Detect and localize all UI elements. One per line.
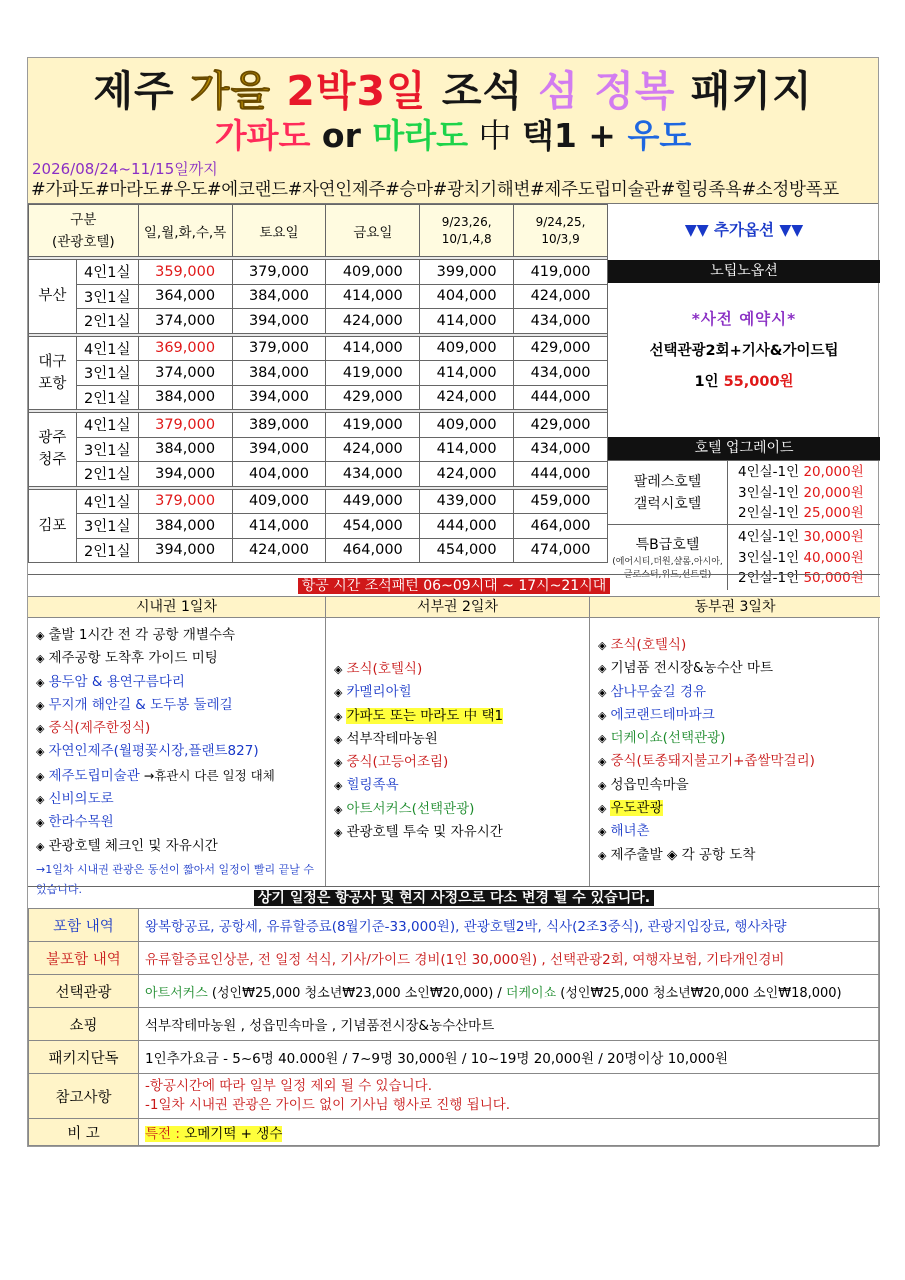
table-row	[29, 336, 608, 361]
price-cell: 394,000	[232, 309, 326, 334]
table-row	[29, 309, 608, 334]
list-item: ◈ 한라수목원	[36, 814, 114, 831]
table-row	[29, 361, 608, 386]
excluded-value: 유류할증료인상분, 전 일정 석식, 기사/가이드 경비(1인 30,000원) , 선택관광2회, 여행자보험, 기타개인경비	[139, 942, 880, 975]
price-cell: 419,000	[514, 260, 608, 285]
list-item: ◈ 중식(고등어조림)	[334, 754, 449, 771]
list-item: ◈ 중식(제주한정식)	[36, 720, 151, 737]
price-cell: 384,000	[232, 284, 326, 309]
table-row	[29, 975, 880, 1008]
table-row	[29, 385, 608, 410]
table-row	[29, 1041, 880, 1074]
day2-header: 서부권 2일차	[326, 597, 590, 617]
rate-line: 3인실-1인 20,000원	[738, 484, 864, 501]
pax-cell: 4인1실	[76, 336, 138, 361]
price-cell: 374,000	[138, 361, 232, 386]
table-row	[29, 514, 608, 539]
price-cell: 419,000	[326, 361, 420, 386]
day2-list	[326, 618, 590, 886]
rate-line: 3인실-1인 40,000원	[738, 549, 864, 566]
hotel-names: 특B급호텔 (에어시티,더원,샬롬,아시아, 글로스터,위드,선트럴)	[608, 525, 728, 590]
price-cell: 424,000	[326, 437, 420, 462]
region-gimpo: 김포	[29, 489, 77, 563]
list-item: ◈ 해녀촌	[598, 823, 650, 840]
price-cell: 414,000	[420, 309, 514, 334]
col-special2: 9/24,25, 10/3,9	[514, 205, 608, 257]
shopping-label: 쇼핑	[29, 1008, 139, 1041]
col-saturday: 토요일	[232, 205, 326, 257]
table-row	[29, 1008, 880, 1041]
price-cell: 404,000	[232, 462, 326, 487]
price-cell: 454,000	[420, 538, 514, 563]
pax-cell: 2인1실	[76, 538, 138, 563]
price-cell: 384,000	[232, 361, 326, 386]
group-value: 1인추가요금 - 5~6명 40.000원 / 7~9명 30,000원 / 10~19명 20,000원 / 20명이상 10,000원	[139, 1041, 880, 1074]
package-flyer	[27, 57, 879, 1147]
price-cell: 379,000	[138, 413, 232, 438]
price-cell: 399,000	[420, 260, 514, 285]
list-item: ◈ 에코랜드테마파크	[598, 706, 715, 723]
region-busan: 부산	[29, 260, 77, 334]
notes-value: -항공시간에 따라 일부 일정 제외 될 수 있습니다. -1일차 시내권 관광은 가이드 없이 기사님 행사로 진행 됩니다.	[139, 1074, 880, 1119]
list-item: ◈ 삼나무숲길 경유	[598, 683, 707, 700]
hotel-upgrade-1	[608, 460, 880, 524]
price-cell: 424,000	[514, 284, 608, 309]
rate-line: 4인실-1인 20,000원	[738, 464, 864, 480]
pax-cell: 3인1실	[76, 284, 138, 309]
table-row	[29, 284, 608, 309]
price-cell: 394,000	[138, 462, 232, 487]
day3-list	[590, 618, 880, 886]
list-item: ◈ 신비의도로	[36, 791, 114, 808]
list-item: ◈ 기념품 전시장&농수산 마트	[598, 660, 774, 677]
price-table	[28, 204, 608, 563]
price-cell: 429,000	[326, 385, 420, 410]
price-cell: 379,000	[232, 336, 326, 361]
list-item: ◈ 가파도 또는 마라도 中 택1	[334, 707, 504, 724]
list-item: ◈ 중식(토종돼지불고기+좁쌀막걸리)	[598, 753, 815, 770]
price-cell: 414,000	[232, 514, 326, 539]
remarks-label: 비 고	[29, 1119, 139, 1146]
rate-line: 2인실-1인 25,000원	[738, 505, 864, 521]
price-cell: 424,000	[326, 309, 420, 334]
price-cell: 384,000	[138, 514, 232, 539]
price-cell: 384,000	[138, 385, 232, 410]
table-row	[29, 1119, 880, 1146]
price-cell: 409,000	[420, 413, 514, 438]
list-item: ◈ 조식(호텔식)	[598, 637, 687, 653]
excluded-label: 불포함 내역	[29, 942, 139, 975]
included-label: 포함 내역	[29, 909, 139, 942]
price-cell: 374,000	[138, 309, 232, 334]
price-cell: 404,000	[420, 284, 514, 309]
notip-reserve: *사전 예약시*	[691, 310, 797, 328]
main-title: 제주 가을 2박3일 조석 섬 정복 패키지	[93, 67, 813, 115]
list-item: ◈ 더케이쇼(선택관광)	[598, 730, 726, 747]
hotel-rates	[728, 461, 880, 524]
price-cell: 439,000	[420, 489, 514, 514]
col-friday: 금요일	[326, 205, 420, 257]
col-region: 구분 (관광호텔)	[29, 205, 139, 257]
day1-note: →1일차 시내권 관광은 동선이 짧아서 일정이 빨리 끝날 수 있습니다.	[36, 862, 314, 896]
table-row	[29, 1074, 880, 1119]
flyer-header	[28, 58, 878, 204]
notes-label: 참고사항	[29, 1074, 139, 1119]
price-cell: 434,000	[514, 361, 608, 386]
price-cell: 369,000	[138, 336, 232, 361]
price-cell: 414,000	[420, 437, 514, 462]
optional-value: 아트서커스 (성인₩25,000 청소년₩23,000 소인₩20,000) / 더케이쇼 (성인₩25,000 청소년₩20,000 소인₩18,000)	[139, 975, 880, 1008]
list-item: ◈ 성읍민속마을	[598, 776, 689, 793]
info-table	[28, 908, 880, 1146]
remarks-value: 특전 : 오메기떡 + 생수	[139, 1119, 880, 1146]
list-item: ◈ 관광호텔 투숙 및 자유시간	[334, 824, 503, 841]
price-cell: 434,000	[326, 462, 420, 487]
hotel-names: 팔레스호텔 갤럭시호텔	[608, 461, 728, 524]
price-cell: 359,000	[138, 260, 232, 285]
price-cell: 394,000	[138, 538, 232, 563]
pax-cell: 4인1실	[76, 413, 138, 438]
pax-cell: 4인1실	[76, 260, 138, 285]
list-item: ◈ 무지개 해안길 & 도두봉 둘레길	[36, 696, 233, 713]
list-item: ◈ 제주도립미술관 →휴관시 다른 일정 대체	[36, 767, 275, 784]
table-row	[29, 942, 880, 975]
price-cell: 444,000	[514, 385, 608, 410]
optional-label: 선택관광	[29, 975, 139, 1008]
price-cell: 419,000	[326, 413, 420, 438]
table-row	[29, 489, 608, 514]
price-cell: 414,000	[326, 336, 420, 361]
pax-cell: 2인1실	[76, 385, 138, 410]
price-cell: 424,000	[420, 385, 514, 410]
flight-time-bar: 항공 시간 조석패턴 06~09시대 ~ 17시~21시대	[28, 574, 880, 596]
list-item: ◈ 제주출발 ◈ 각 공항 도착	[598, 846, 756, 863]
pax-cell: 3인1실	[76, 514, 138, 539]
price-cell: 389,000	[232, 413, 326, 438]
list-item: ◈ 카멜리아힐	[334, 684, 412, 701]
list-item: ◈ 조식(호텔식)	[334, 661, 423, 677]
list-item: ◈ 제주공항 도착후 가이드 미팅	[36, 650, 218, 667]
table-row	[29, 909, 880, 942]
pax-cell: 2인1실	[76, 309, 138, 334]
pax-cell: 2인1실	[76, 462, 138, 487]
itinerary-day-headers	[28, 596, 880, 618]
price-cell: 394,000	[232, 385, 326, 410]
list-item: ◈ 힐링족욕	[334, 777, 399, 794]
list-item: ◈ 아트서커스(선택관광)	[334, 800, 475, 817]
price-cell: 409,000	[326, 260, 420, 285]
day3-header: 동부권 3일차	[694, 599, 776, 615]
notip-box	[608, 307, 880, 437]
list-item: ◈ 우도관광	[598, 800, 663, 817]
table-row	[29, 413, 608, 438]
table-row	[29, 260, 608, 285]
rate-line: 4인실-1인 30,000원	[738, 529, 864, 545]
rate-line: 2인실-1인 50,000원	[738, 570, 864, 586]
pax-cell: 3인1실	[76, 361, 138, 386]
price-cell: 464,000	[514, 514, 608, 539]
price-cell: 384,000	[138, 437, 232, 462]
price-cell: 444,000	[514, 462, 608, 487]
group-label: 패키지단독	[29, 1041, 139, 1074]
list-item: ◈ 관광호텔 체크인 및 자유시간	[36, 837, 218, 854]
price-cell: 409,000	[232, 489, 326, 514]
price-cell: 424,000	[232, 538, 326, 563]
price-cell: 409,000	[420, 336, 514, 361]
schedule-change-bar: 상기 일정은 항공사 및 현지 사정으로 다소 변경 될 수 있습니다.	[28, 886, 880, 908]
options-heading: ▼▼ 추가옵션 ▼▼	[684, 221, 804, 239]
price-cell: 454,000	[326, 514, 420, 539]
price-cell: 379,000	[138, 489, 232, 514]
col-special1: 9/23,26, 10/1,4,8	[420, 205, 514, 257]
notip-price: 55,000원	[723, 374, 794, 390]
price-cell: 449,000	[326, 489, 420, 514]
sub-title: 가파도 or 마라도 中 택1 + 우도	[214, 116, 692, 155]
notip-desc: 선택관광2회+기사&가이드팁	[649, 343, 839, 359]
price-cell: 424,000	[420, 462, 514, 487]
day1-header: 시내권 1일차	[28, 597, 326, 617]
table-row	[29, 538, 608, 563]
price-cell: 394,000	[232, 437, 326, 462]
pax-cell: 3인1실	[76, 437, 138, 462]
upgrade-bar: 호텔 업그레이드	[608, 437, 880, 460]
hashtags: #가파도#마라도#우도#에코랜드#자연인제주#승마#광치기해변#제주도립미술관#힐링족욕#소정방폭포	[31, 180, 839, 200]
list-item: ◈ 자연인제주(월평꽃시장,플랜트827)	[36, 743, 259, 760]
price-table-header	[29, 205, 608, 257]
table-row	[29, 462, 608, 487]
additional-options	[608, 204, 880, 590]
price-cell: 414,000	[420, 361, 514, 386]
price-cell: 444,000	[420, 514, 514, 539]
included-value: 왕복항공료, 공항세, 유류할증료(8월기준-33,000원), 관광호텔2박, 식사(2조3중식), 관광지입장료, 행사차량	[139, 909, 880, 942]
list-item: ◈ 출발 1시간 전 각 공항 개별수속	[36, 627, 236, 643]
price-cell: 474,000	[514, 538, 608, 563]
price-cell: 459,000	[514, 489, 608, 514]
region-daegu-pohang: 대구 포항	[29, 336, 77, 410]
day1-list	[28, 618, 326, 896]
price-cell: 434,000	[514, 309, 608, 334]
pax-cell: 4인1실	[76, 489, 138, 514]
itinerary-body	[28, 618, 880, 896]
col-weekday: 일,월,화,수,목	[138, 205, 232, 257]
list-item: ◈ 용두암 & 용연구름다리	[36, 673, 185, 690]
notip-price-line: 1인 55,000원	[694, 374, 794, 390]
notip-bar: 노팁노옵션	[608, 260, 880, 283]
price-cell: 434,000	[514, 437, 608, 462]
shopping-value: 석부작테마농원 , 성읍민속마을 , 기념품전시장&농수산마트	[139, 1008, 880, 1041]
price-cell: 429,000	[514, 413, 608, 438]
price-cell: 364,000	[138, 284, 232, 309]
sale-period: 2026/08/24~11/15일까지	[32, 160, 218, 178]
region-gwangju-cheongju: 광주 청주	[29, 413, 77, 487]
price-cell: 464,000	[326, 538, 420, 563]
list-item: ◈ 석부작테마농원	[334, 730, 438, 747]
price-cell: 379,000	[232, 260, 326, 285]
price-cell: 414,000	[326, 284, 420, 309]
price-cell: 429,000	[514, 336, 608, 361]
table-row	[29, 437, 608, 462]
